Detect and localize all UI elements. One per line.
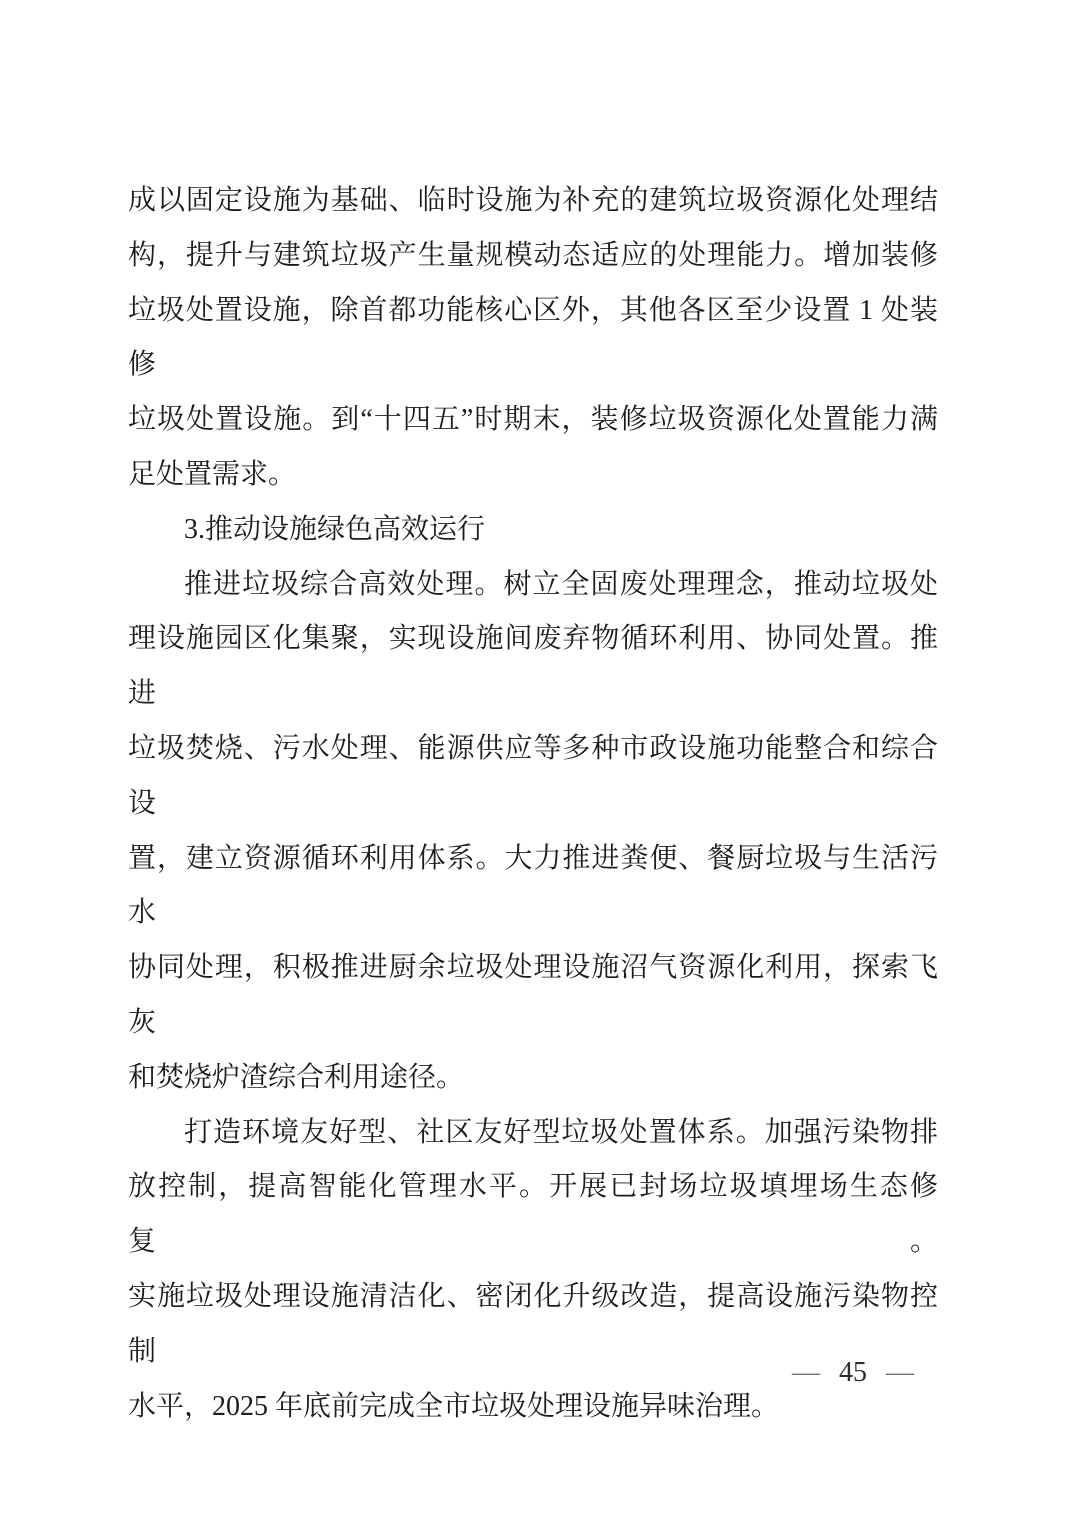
document-line: 成以固定设施为基础、临时设施为补充的建筑垃圾资源化处理结: [128, 185, 938, 216]
document-line: 垃圾焚烧、污水处理、能源供应等多种市政设施功能整合和综合设: [128, 732, 938, 819]
footer-dash-left: —: [792, 1357, 820, 1388]
document-line: 水平，2025 年底前完成全市垃圾处理设施异味治理。: [128, 1390, 780, 1422]
document-line: 协同处理，积极推进厨余垃圾处理设施沼气资源化利用，探索飞灰: [128, 952, 938, 1038]
page-footer: [792, 1353, 914, 1393]
document-line: 垃圾处置设施，除首都功能核心区外，其他各区至少设置 1 处装修: [128, 294, 938, 381]
section-heading: 3.推动设施绿色高效运行: [184, 513, 486, 545]
document-line: 打造环境友好型、社区友好型垃圾处置体系。加强污染物排: [184, 1116, 938, 1148]
document-line: 垃圾处置设施。到“十四五”时期末，装修垃圾资源化处置能力满: [128, 404, 938, 436]
document-line: 和焚烧炉渣综合利用途径。: [128, 1061, 465, 1093]
document-line: 放控制，提高智能化管理水平。开展已封场垃圾填埋场生态修复。: [128, 1171, 938, 1258]
footer-dash-right: —: [886, 1357, 914, 1388]
document-body: [128, 174, 938, 1434]
document-line: 理设施园区化集聚，实现设施间废弃物循环利用、协同处置。推进: [128, 623, 938, 710]
document-line: 置，建立资源循环利用体系。大力推进粪便、餐厨垃圾与生活污水: [128, 842, 938, 929]
page-number: 45: [839, 1357, 867, 1388]
document-line: 实施垃圾处理设施清洁化、密闭化升级改造，提高设施污染物控制: [128, 1280, 938, 1367]
document-line: 构，提升与建筑垃圾产生量规模动态适应的处理能力。增加装修: [128, 239, 938, 271]
document-line: 推进垃圾综合高效处理。树立全固废处理理念，推动垃圾处: [184, 568, 938, 600]
document-line: 足处置需求。: [128, 458, 297, 490]
